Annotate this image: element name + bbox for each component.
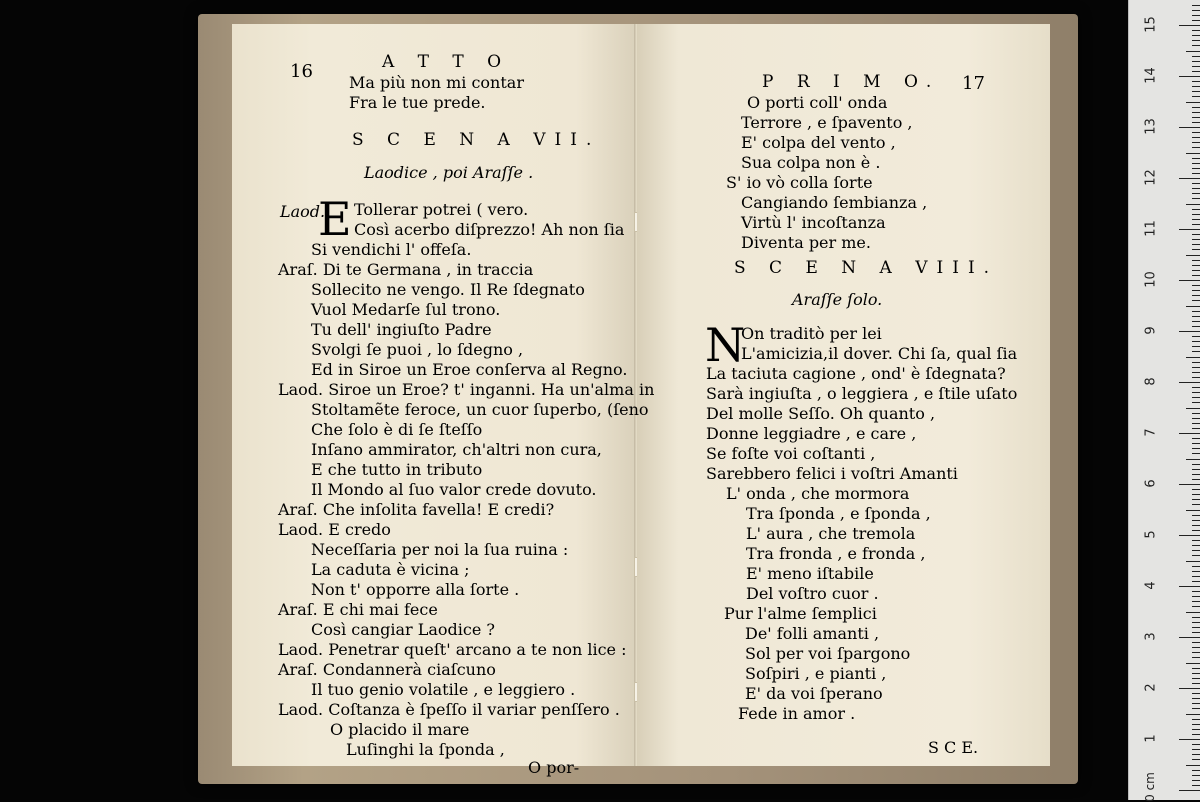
- verse-line: Sol per voi ſpargono: [745, 644, 911, 663]
- ruler-tick: [1192, 540, 1200, 541]
- verse-line: Cangiando ſembianza ,: [741, 193, 928, 212]
- ruler-tick: [1192, 494, 1200, 495]
- ruler-tick: [1192, 142, 1200, 143]
- ruler-tick: [1192, 270, 1200, 271]
- ruler-tick: [1192, 132, 1200, 133]
- ruler-tick: [1192, 525, 1200, 526]
- verse-line: E' colpa del vento ,: [741, 133, 896, 152]
- ruler-tick: [1179, 280, 1200, 281]
- ruler-tick: [1179, 178, 1200, 179]
- ruler-number: 7: [1143, 428, 1159, 437]
- ruler-tick: [1192, 336, 1200, 337]
- ruler-tick: [1186, 306, 1200, 307]
- verse-line: Del molle Seſſo. Oh quanto ,: [706, 404, 936, 423]
- ruler-tick: [1192, 397, 1200, 398]
- ruler-tick: [1192, 117, 1200, 118]
- ruler-tick: [1186, 153, 1200, 154]
- ruler-tick: [1192, 96, 1200, 97]
- verse-line: Del voſtro cuor .: [746, 584, 879, 603]
- ruler-tick: [1192, 571, 1200, 572]
- verse-line: Così acerbo diſprezzo! Ah non ſia: [354, 220, 625, 239]
- ruler-tick: [1192, 530, 1200, 531]
- ruler-tick: [1192, 10, 1200, 11]
- ruler-tick: [1192, 362, 1200, 363]
- ruler-number: 6: [1143, 479, 1159, 488]
- scene-title: S C E N A VIII.: [734, 258, 999, 278]
- verse-line: Laod. Penetrar queſt' arcano a te non lice :: [278, 640, 627, 659]
- ruler-tick: [1192, 198, 1200, 199]
- ruler-tick: [1192, 265, 1200, 266]
- ruler-tick: [1192, 163, 1200, 164]
- ruler-tick: [1192, 673, 1200, 674]
- ruler-tick: [1186, 765, 1200, 766]
- ruler-tick: [1186, 51, 1200, 52]
- ruler-tick: [1192, 224, 1200, 225]
- verse-line: Luſinghi la ſponda ,: [346, 740, 505, 759]
- left-page-number: 16: [290, 61, 313, 82]
- ruler-number: 14: [1143, 67, 1159, 84]
- ruler-tick: [1192, 576, 1200, 577]
- ruler-tick: [1192, 35, 1200, 36]
- ruler-tick: [1192, 566, 1200, 567]
- verse-line: Virtù l' incoſtanza: [741, 213, 886, 232]
- ruler-number: 9: [1143, 326, 1159, 335]
- ruler-tick: [1192, 71, 1200, 72]
- ruler-tick: [1192, 137, 1200, 138]
- ruler-tick: [1192, 173, 1200, 174]
- verse-line: Araſ. Condannerà ciaſcuno: [278, 660, 496, 679]
- ruler-tick: [1192, 601, 1200, 602]
- right-page-number: 17: [962, 73, 985, 94]
- verse-line: Fede in amor .: [738, 704, 856, 723]
- ruler-tick: [1192, 591, 1200, 592]
- ruler-number: 1: [1143, 734, 1159, 743]
- ruler-tick: [1192, 652, 1200, 653]
- ruler-tick: [1192, 759, 1200, 760]
- ruler-tick: [1186, 204, 1200, 205]
- ruler-tick: [1179, 433, 1200, 434]
- ruler-tick: [1192, 56, 1200, 57]
- verse-line: Neceſſaria per noi la ſua ruina :: [311, 540, 569, 559]
- ruler-tick: [1192, 632, 1200, 633]
- ruler-tick: [1192, 453, 1200, 454]
- ruler-tick: [1192, 596, 1200, 597]
- drop-cap: E: [318, 192, 352, 246]
- verse-line: Tra ſponda , e ſponda ,: [746, 504, 931, 523]
- ruler-tick: [1192, 443, 1200, 444]
- verse-line: L' aura , che tremola: [746, 524, 916, 543]
- ruler-tick: [1186, 612, 1200, 613]
- ruler-tick: [1192, 504, 1200, 505]
- scene-characters: Laodice , poi Araſſe .: [364, 163, 534, 182]
- verse-line: Sua colpa non è .: [741, 153, 881, 172]
- ruler-tick: [1192, 244, 1200, 245]
- ruler-tick: [1192, 341, 1200, 342]
- ruler-tick: [1192, 647, 1200, 648]
- ruler-tick: [1186, 714, 1200, 715]
- ruler-tick: [1192, 581, 1200, 582]
- ruler-tick: [1192, 448, 1200, 449]
- ruler-tick: [1192, 479, 1200, 480]
- ruler-tick: [1192, 438, 1200, 439]
- verse-line: Araſ. Che inſolita favella! E credi?: [278, 500, 555, 519]
- ruler-tick: [1192, 285, 1200, 286]
- verse-line: E che tutto in tributo: [311, 460, 483, 479]
- ruler-tick: [1192, 627, 1200, 628]
- ruler-tick: [1192, 61, 1200, 62]
- ruler-tick: [1192, 622, 1200, 623]
- ruler-tick: [1192, 147, 1200, 148]
- ruler-tick: [1186, 663, 1200, 664]
- ruler-tick: [1192, 81, 1200, 82]
- verse-line: Araſ. E chi mai fece: [278, 600, 438, 619]
- verse-line: Svolgi ſe puoi , lo ſdegno ,: [311, 340, 524, 359]
- verse-line: Pur l'alme ſemplici: [724, 604, 877, 623]
- ruler-number: 5: [1143, 530, 1159, 539]
- ruler-tick: [1192, 515, 1200, 516]
- ruler-tick: [1192, 785, 1200, 786]
- ruler-tick: [1192, 326, 1200, 327]
- ruler-tick: [1192, 698, 1200, 699]
- ruler-tick: [1192, 489, 1200, 490]
- ruler-tick: [1179, 229, 1200, 230]
- ruler-tick: [1192, 316, 1200, 317]
- ruler-tick: [1192, 770, 1200, 771]
- verse-line: Laod. Coſtanza è ſpeſſo il variar penſſero .: [278, 700, 620, 719]
- ruler-tick: [1192, 729, 1200, 730]
- verse-line: Se foſte voi coſtanti ,: [706, 444, 876, 463]
- ruler-tick: [1192, 15, 1200, 16]
- ruler-tick: [1192, 642, 1200, 643]
- verse-line: Araſ. Di te Germana , in traccia: [278, 260, 534, 279]
- ruler-tick: [1192, 555, 1200, 556]
- ruler-tick: [1192, 693, 1200, 694]
- ruler-tick: [1192, 520, 1200, 521]
- ruler-number: 13: [1143, 118, 1159, 135]
- catchword: S C E.: [928, 738, 979, 757]
- verse-line: Che ſolo è di ſe ſteſſo: [311, 420, 483, 439]
- ruler-tick: [1192, 392, 1200, 393]
- verse-line: Tu dell' ingiuſto Padre: [311, 320, 492, 339]
- ruler-tick: [1192, 550, 1200, 551]
- ruler-tick: [1192, 428, 1200, 429]
- ruler-tick: [1179, 331, 1200, 332]
- ruler-tick: [1192, 749, 1200, 750]
- right-running-head: P R I M O.: [762, 72, 941, 92]
- verse-line: Vuol Medarſe ſul trono.: [311, 300, 501, 319]
- ruler-tick: [1192, 239, 1200, 240]
- ruler-tick: [1192, 780, 1200, 781]
- verse-line: Si vendichi l' offeſa.: [311, 240, 472, 259]
- ruler-tick: [1192, 107, 1200, 108]
- ruler-tick: [1192, 40, 1200, 41]
- ruler-tick: [1192, 545, 1200, 546]
- verse-line: Il tuo genio volatile , e leggiero .: [311, 680, 576, 699]
- verse-line: E' meno iſtabile: [746, 564, 874, 583]
- ruler-tick: [1179, 76, 1200, 77]
- ruler-tick: [1192, 413, 1200, 414]
- ruler-tick: [1192, 703, 1200, 704]
- ruler-number: 2: [1143, 683, 1159, 692]
- ruler-tick: [1179, 484, 1200, 485]
- verse-line: Tollerar potrei ( vero.: [354, 200, 529, 219]
- ruler-number: 15: [1143, 16, 1159, 33]
- ruler-tick: [1192, 122, 1200, 123]
- verse-line: De' folli amanti ,: [745, 624, 880, 643]
- ruler-tick: [1192, 678, 1200, 679]
- ruler-tick: [1192, 300, 1200, 301]
- verse-line: Ed in Siroe un Eroe conſerva al Regno.: [311, 360, 628, 379]
- ruler-tick: [1192, 734, 1200, 735]
- ruler-tick: [1192, 719, 1200, 720]
- verse-line: Terrore , e ſpavento ,: [741, 113, 913, 132]
- ruler-tick: [1186, 561, 1200, 562]
- ruler-tick: [1192, 469, 1200, 470]
- ruler-tick: [1192, 45, 1200, 46]
- ruler-tick: [1192, 193, 1200, 194]
- ruler-tick: [1192, 66, 1200, 67]
- ruler-tick: [1186, 102, 1200, 103]
- verse-line: O placido il mare: [330, 720, 470, 739]
- verse-line: Il Mondo al ſuo valor crede dovuto.: [311, 480, 597, 499]
- ruler-tick: [1192, 234, 1200, 235]
- verse-line: Non t' opporre alla ſorte .: [311, 580, 520, 599]
- ruler-tick: [1186, 510, 1200, 511]
- ruler-tick: [1192, 168, 1200, 169]
- ruler-tick: [1192, 668, 1200, 669]
- verse-line: La caduta è vicina ;: [311, 560, 470, 579]
- ruler-tick: [1192, 418, 1200, 419]
- ruler-tick: [1192, 188, 1200, 189]
- ruler-tick: [1179, 382, 1200, 383]
- scene-characters: Araſſe ſolo.: [792, 290, 883, 309]
- ruler-unit-label: 0 cm: [1142, 772, 1157, 802]
- ruler-tick: [1192, 367, 1200, 368]
- verse-line: L' onda , che mormora: [726, 484, 910, 503]
- ruler-tick: [1192, 499, 1200, 500]
- verse-line: Diventa per me.: [741, 233, 871, 252]
- ruler-number: 10: [1143, 271, 1159, 288]
- ruler-tick: [1186, 357, 1200, 358]
- verse-line: Inſano ammirator, ch'altri non cura,: [311, 440, 602, 459]
- ruler-tick: [1192, 209, 1200, 210]
- ruler-tick: [1192, 158, 1200, 159]
- ruler-tick: [1192, 423, 1200, 424]
- ruler-tick: [1192, 474, 1200, 475]
- ruler-tick: [1192, 754, 1200, 755]
- ruler-tick: [1179, 127, 1200, 128]
- ruler-tick: [1192, 91, 1200, 92]
- ruler-tick: [1192, 20, 1200, 21]
- ruler-tick: [1192, 290, 1200, 291]
- ruler-tick: [1192, 214, 1200, 215]
- speaker-label: Laod.: [280, 202, 326, 221]
- verse-line: Ma più non mi contar: [349, 73, 524, 92]
- ruler-tick: [1186, 408, 1200, 409]
- ruler-tick: [1192, 5, 1200, 6]
- catchword: O por-: [528, 758, 580, 777]
- ruler-tick: [1192, 275, 1200, 276]
- ruler-tick: [1192, 219, 1200, 220]
- ruler-tick: [1192, 183, 1200, 184]
- ruler-tick: [1179, 637, 1200, 638]
- verse-line: E' da voi ſperano: [745, 684, 883, 703]
- ruler-number: 3: [1143, 632, 1159, 641]
- ruler-tick: [1192, 617, 1200, 618]
- verse-line: On traditò per lei: [741, 324, 882, 343]
- verse-line: Sarà ingiuſta , o leggiera , e ſtile uſato: [706, 384, 1018, 403]
- verse-line: Stoltamẽte feroce, un cuor ſuperbo, (ſeno: [311, 400, 649, 419]
- verse-line: Fra le tue prede.: [349, 93, 486, 112]
- ruler-tick: [1192, 346, 1200, 347]
- ruler-tick: [1186, 255, 1200, 256]
- ruler-tick: [1186, 459, 1200, 460]
- ruler-tick: [1192, 321, 1200, 322]
- ruler-tick: [1192, 606, 1200, 607]
- ruler-tick: [1192, 372, 1200, 373]
- ruler-tick: [1192, 351, 1200, 352]
- drop-cap: N: [705, 318, 746, 372]
- ruler-tick: [1192, 311, 1200, 312]
- ruler-number: 11: [1143, 220, 1159, 237]
- verse-line: Laod. Siroe un Eroe? t' inganni. Ha un'alma in: [278, 380, 655, 399]
- ruler-tick: [1192, 249, 1200, 250]
- ruler-number: 4: [1143, 581, 1159, 590]
- verse-line: Tra fronda , e fronda ,: [746, 544, 926, 563]
- ruler-number: 8: [1143, 377, 1159, 386]
- left-running-head: A T T O: [382, 52, 511, 72]
- ruler-tick: [1179, 586, 1200, 587]
- ruler-tick: [1179, 739, 1200, 740]
- ruler-tick: [1192, 657, 1200, 658]
- ruler-tick: [1192, 708, 1200, 709]
- ruler-tick: [1192, 112, 1200, 113]
- ruler-tick: [1192, 377, 1200, 378]
- ruler-tick: [1192, 387, 1200, 388]
- ruler-tick: [1192, 30, 1200, 31]
- scene-title: S C E N A VII.: [352, 130, 601, 150]
- verse-line: La taciuta cagione , ond' è ſdegnata?: [706, 364, 1006, 383]
- verse-line: O porti coll' onda: [747, 93, 888, 112]
- ruler-tick: [1179, 688, 1200, 689]
- ruler-tick: [1192, 295, 1200, 296]
- verse-line: Laod. E credo: [278, 520, 391, 539]
- ruler-tick: [1192, 260, 1200, 261]
- ruler-tick: [1192, 402, 1200, 403]
- verse-line: Donne leggiadre , e care ,: [706, 424, 917, 443]
- verse-line: Sarebbero felici i voſtri Amanti: [706, 464, 958, 483]
- ruler-tick: [1192, 464, 1200, 465]
- ruler-tick: [1192, 775, 1200, 776]
- verse-line: Sollecito ne vengo. Il Re ſdegnato: [311, 280, 585, 299]
- ruler-tick: [1192, 683, 1200, 684]
- ruler-number: 12: [1143, 169, 1159, 186]
- ruler-tick: [1192, 744, 1200, 745]
- measurement-ruler: [1128, 0, 1200, 800]
- ruler-tick: [1179, 25, 1200, 26]
- ruler-tick: [1192, 86, 1200, 87]
- ruler-tick: [1179, 535, 1200, 536]
- verse-line: S' io vò colla ſorte: [726, 173, 873, 192]
- verse-line: L'amicizia,il dover. Chi ſa, qual ſia: [741, 344, 1018, 363]
- ruler-tick: [1179, 790, 1200, 791]
- verse-line: Soſpiri , e pianti ,: [745, 664, 887, 683]
- ruler-tick: [1192, 724, 1200, 725]
- verse-line: Così cangiar Laodice ?: [311, 620, 495, 639]
